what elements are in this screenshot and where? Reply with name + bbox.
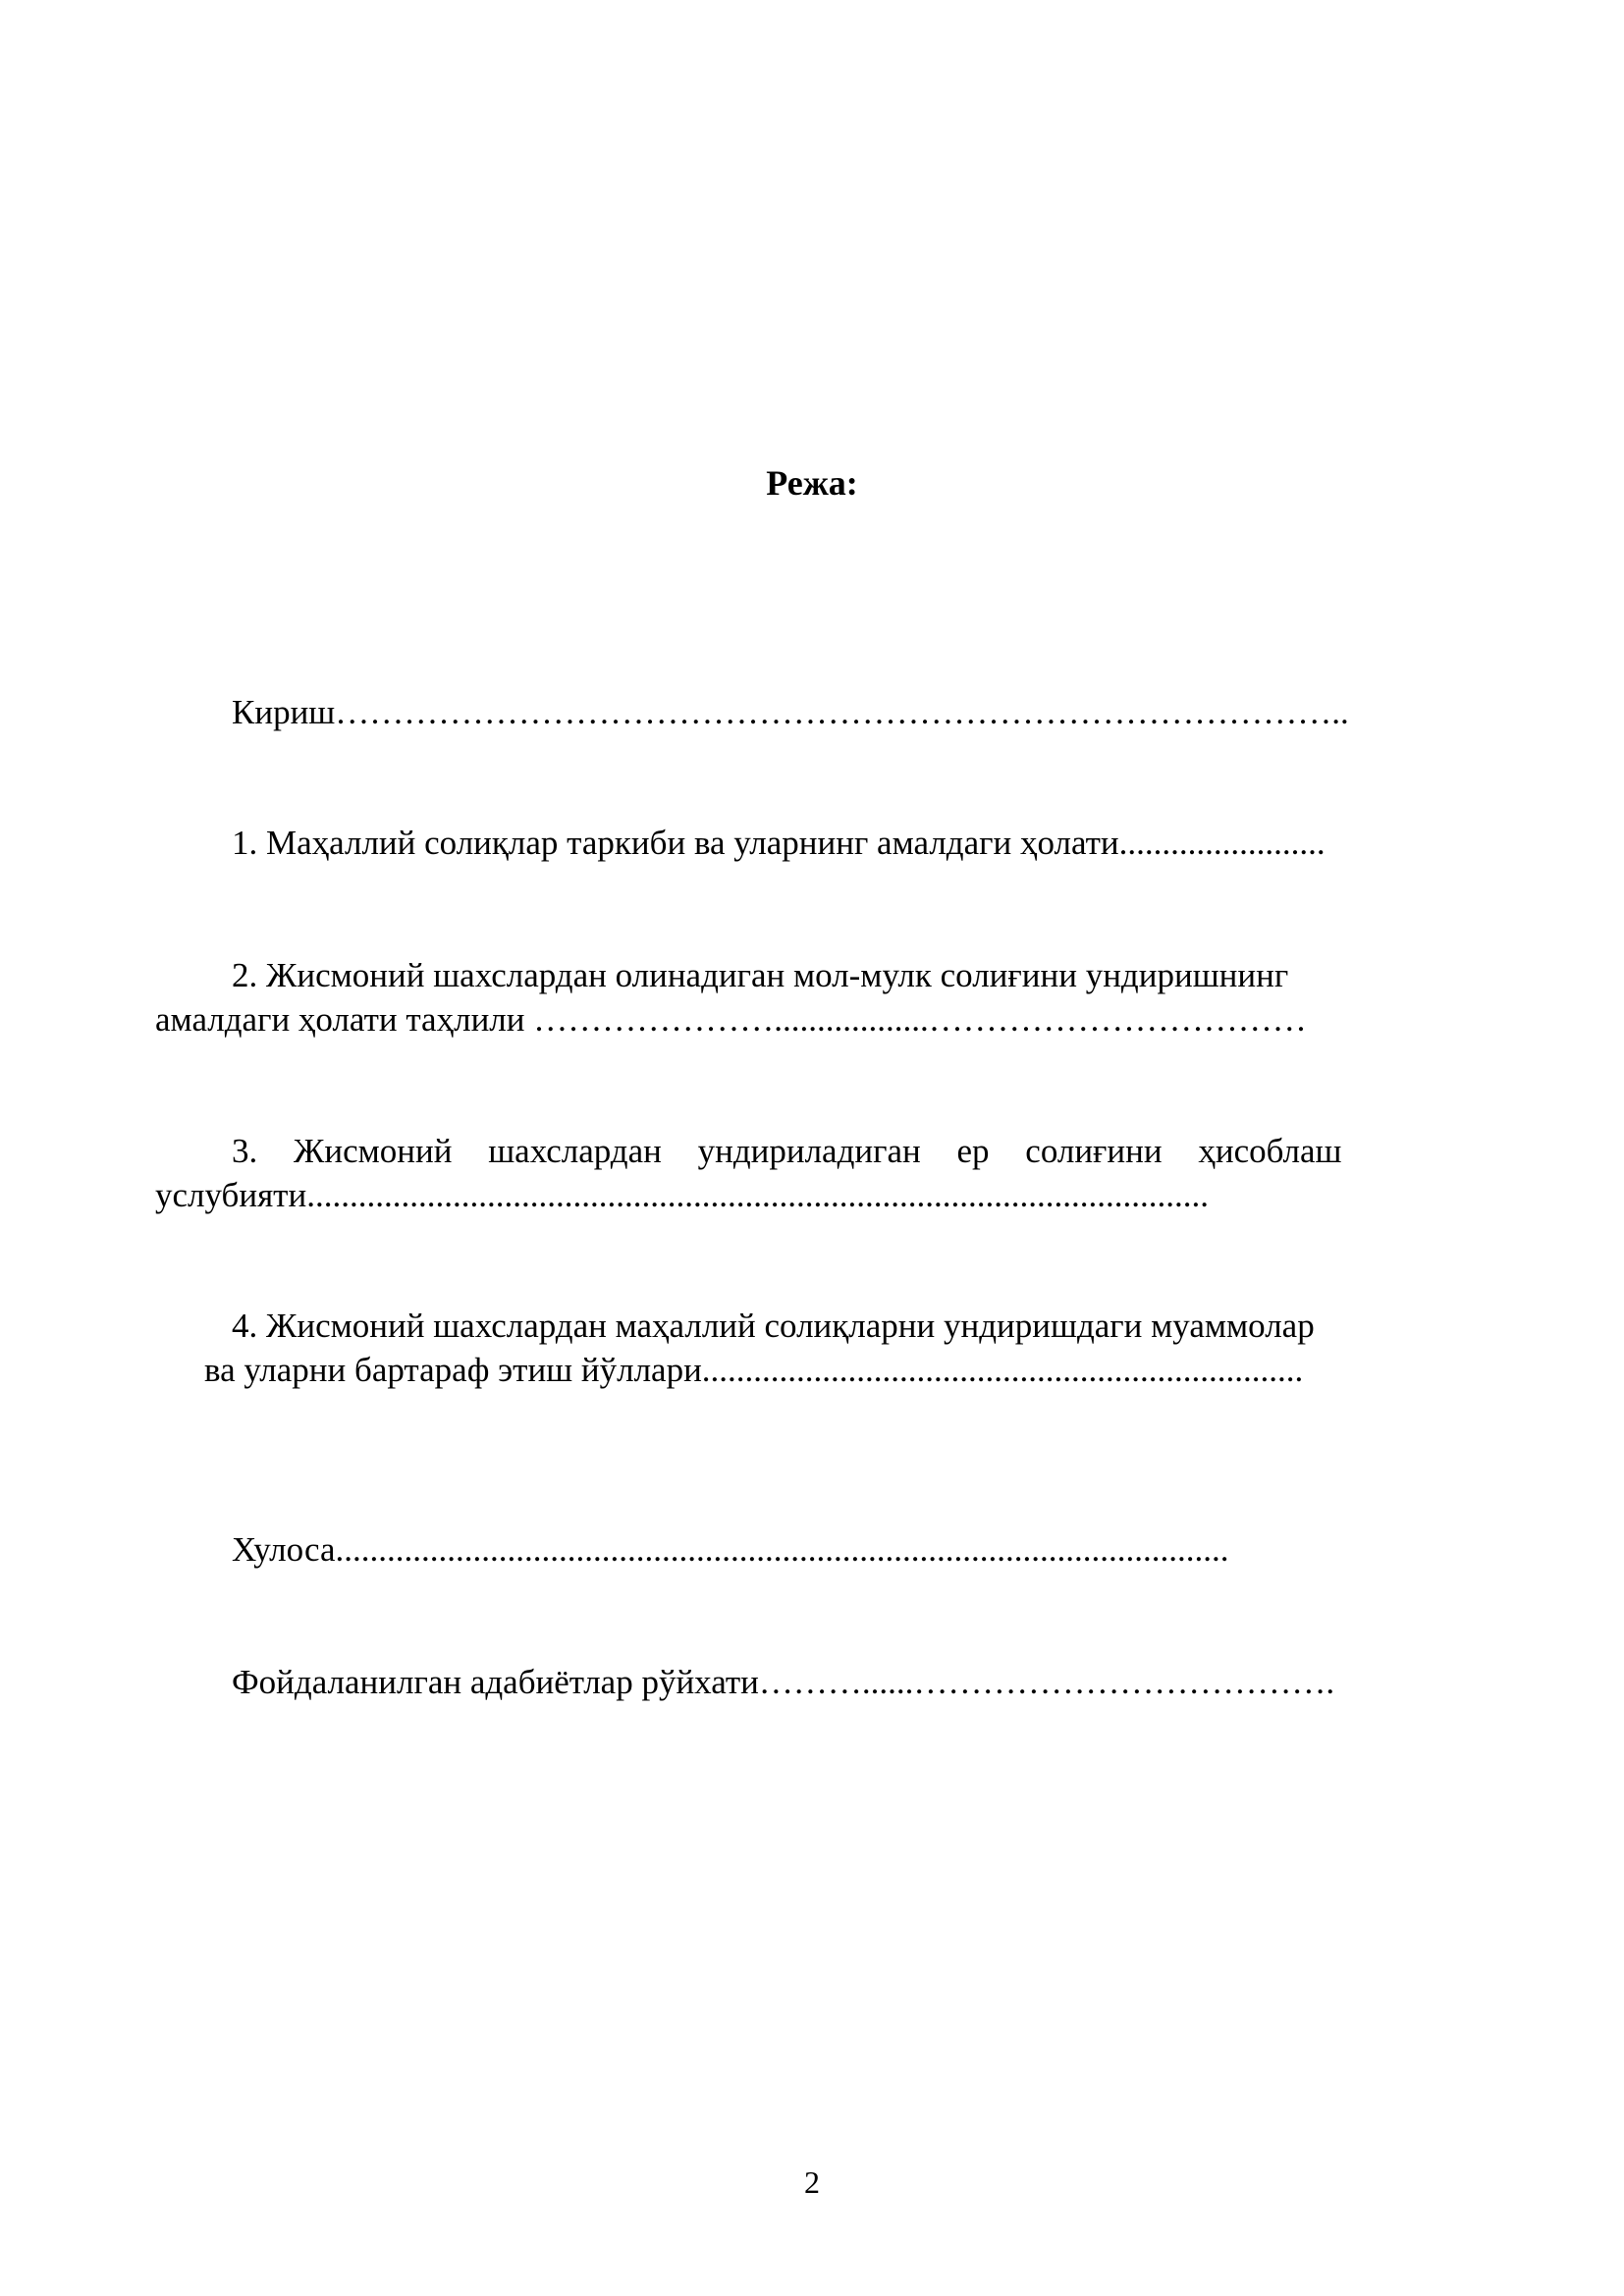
- toc-entry-references: Фойдаланилган адабиётлар рўйхати………......……………………………….: [232, 1663, 1335, 1701]
- toc-entry-2-line2: амалдаги ҳолати таҳлили …………………..................……………………………: [155, 1000, 1307, 1039]
- page-number: 2: [804, 2164, 820, 2200]
- toc-entry-introduction: Кириш……………………………………………………………………………..: [232, 693, 1349, 731]
- page-title: Режа:: [766, 463, 858, 503]
- toc-entry-3-line2: услубияти.........................................................................................................: [155, 1176, 1209, 1214]
- toc-entry-conclusion: Хулоса........................................................................................................: [232, 1530, 1229, 1569]
- toc-entry-1: 1. Маҳаллий солиқлар таркиби ва уларнинг амалдаги ҳолати........................: [232, 824, 1326, 862]
- toc-entry-4-line1: 4. Жисмоний шахслардан маҳаллий солиқларни ундиришдаги муаммолар: [232, 1307, 1315, 1345]
- toc-entry-3-line1: 3. Жисмоний шахслардан ундириладиган ер солиғини ҳисоблаш: [232, 1132, 1342, 1170]
- toc-entry-2-line1: 2. Жисмоний шахслардан олинадиган мол-мулк солиғини ундиришнинг: [232, 956, 1289, 994]
- toc-entry-4-line2: ва уларни бартараф этиш йўллари......................................................................: [204, 1351, 1304, 1389]
